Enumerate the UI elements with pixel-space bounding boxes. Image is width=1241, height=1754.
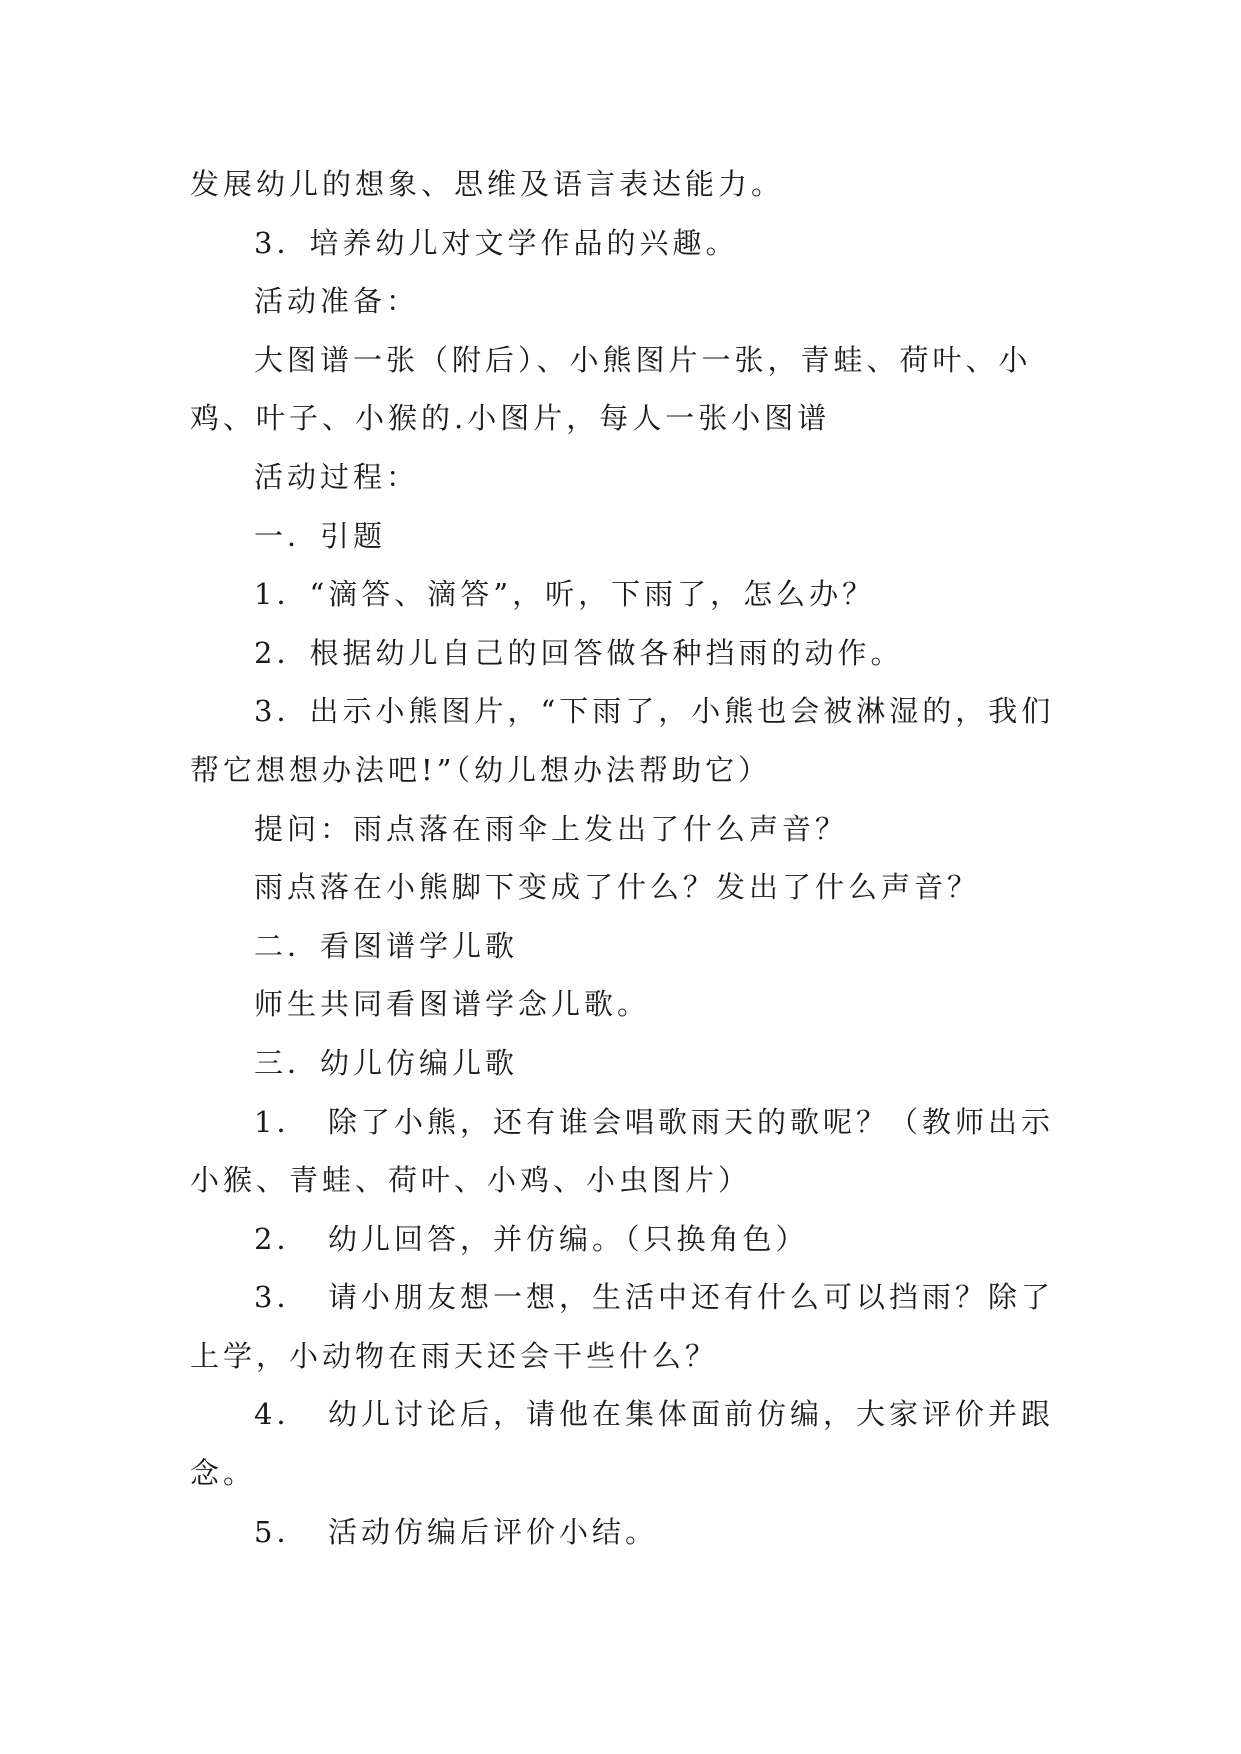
section-heading-process: 活动过程： <box>254 459 420 494</box>
text-line-4: 大图谱一张（附后）、小熊图片一张，青蛙、荷叶、小 <box>254 342 1032 377</box>
subsection-heading-intro: 一．引题 <box>254 518 387 553</box>
text-line-15: 师生共同看图谱学念儿歌。 <box>254 987 651 1022</box>
text-line-23: 念。 <box>190 1456 257 1491</box>
text-line-12: 提问：雨点落在雨伞上发出了什么声音？ <box>254 811 849 846</box>
text-line-20: 3． 请小朋友想一想，生活中还有什么可以挡雨？除了 <box>254 1280 1054 1315</box>
text-line-22: 4． 幼儿讨论后，请他在集体面前仿编，大家评价并跟 <box>254 1397 1054 1432</box>
text-line-18: 小猴、青蛙、荷叶、小鸡、小虫图片） <box>190 1163 752 1198</box>
text-line-8: 1．“滴答、滴答”，听，下雨了，怎么办？ <box>254 577 876 612</box>
section-heading-preparation: 活动准备： <box>254 284 420 319</box>
text-line-13: 雨点落在小熊脚下变成了什么？发出了什么声音？ <box>254 870 981 905</box>
text-line-11: 帮它想想办法吧!”（幼儿想办法帮助它） <box>190 752 771 787</box>
text-line-1: 发展幼儿的想象、思维及语言表达能力。 <box>190 167 785 201</box>
text-line-17: 1． 除了小熊，还有谁会唱歌雨天的歌呢？（教师出示 <box>254 1104 1054 1139</box>
text-line-21: 上学，小动物在雨天还会干些什么？ <box>190 1338 719 1373</box>
document-body <box>190 155 1060 1561</box>
text-line-9: 2．根据幼儿自己的回答做各种挡雨的动作。 <box>254 635 904 670</box>
subsection-heading-rewrite-song: 三．幼儿仿编儿歌 <box>254 1045 519 1080</box>
text-line-10: 3．出示小熊图片，“下雨了，小熊也会被淋湿的，我们 <box>254 694 1055 729</box>
text-line-19: 2． 幼儿回答，并仿编。（只换角色） <box>254 1221 809 1256</box>
text-line-24: 5． 活动仿编后评价小结。 <box>254 1514 658 1549</box>
text-line-5: 鸡、叶子、小猴的.小图片，每人一张小图谱 <box>190 401 831 436</box>
subsection-heading-learn-song: 二．看图谱学儿歌 <box>254 928 519 963</box>
text-line-2: 3．培养幼儿对文学作品的兴趣。 <box>254 225 739 260</box>
